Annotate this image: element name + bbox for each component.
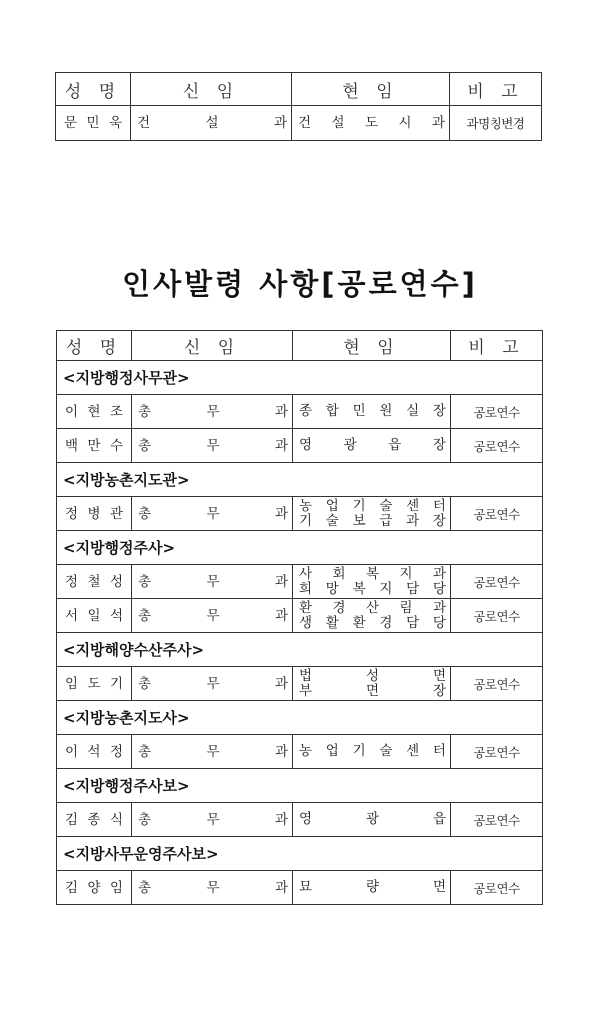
section-label: <지방행정사무관>	[57, 361, 543, 395]
retirement-appointment-table	[56, 330, 543, 905]
person-name-cell: 정 철 성	[57, 565, 132, 599]
section-header-row	[57, 361, 543, 395]
table-row	[56, 106, 542, 141]
section-header-row	[57, 769, 543, 803]
current-position-cell: 종 합 민 원 실 장	[293, 395, 451, 429]
table-row	[57, 497, 543, 531]
current-position-cell: 건 설 도 시 과	[292, 106, 450, 141]
section-header-row	[57, 531, 543, 565]
table-row	[57, 667, 543, 701]
header-name: 성 명	[56, 73, 131, 106]
table-row	[57, 565, 543, 599]
current-position-cell: 법 성 면 부 면 장	[293, 667, 451, 701]
note-cell: 과명칭변경	[450, 106, 542, 141]
current-position-cell: 환 경 산 림 과 생 활 환 경 담 당	[293, 599, 451, 633]
new-position-cell: 총 무 과	[132, 429, 293, 463]
header-new-position: 신 임	[132, 331, 293, 361]
person-name-cell: 백 만 수	[57, 429, 132, 463]
table-row	[57, 429, 543, 463]
current-position-cell: 사 회 복 지 과 희 망 복 지 담 당	[293, 565, 451, 599]
table-row	[57, 871, 543, 905]
page-title: 인사발령 사항[공로연수]	[122, 267, 478, 301]
note-cell: 공로연수	[451, 429, 543, 463]
person-name-cell: 이 현 조	[57, 395, 132, 429]
section-label: <지방해양수산주사>	[57, 633, 543, 667]
section-header-row	[57, 463, 543, 497]
new-position-cell: 총 무 과	[132, 599, 293, 633]
person-name-cell: 이 석 정	[57, 735, 132, 769]
section-label: <지방농촌지도사>	[57, 701, 543, 735]
top-table-header-row	[56, 73, 542, 106]
person-name-cell: 임 도 기	[57, 667, 132, 701]
table-row	[57, 735, 543, 769]
header-new-position: 신 임	[131, 73, 292, 106]
new-position-cell: 총 무 과	[132, 395, 293, 429]
section-header-row	[57, 633, 543, 667]
current-position-cell: 농 업 기 술 센 터	[293, 735, 451, 769]
section-header-row	[57, 837, 543, 871]
table-row	[57, 395, 543, 429]
person-name-cell: 서 일 석	[57, 599, 132, 633]
section-label: <지방행정주사보>	[57, 769, 543, 803]
top-appointment-table	[55, 72, 542, 141]
person-name-cell: 김 양 임	[57, 871, 132, 905]
note-cell: 공로연수	[451, 599, 543, 633]
note-cell: 공로연수	[451, 803, 543, 837]
current-position-cell: 농 업 기 술 센 터 기 술 보 급 과 장	[293, 497, 451, 531]
header-current-position: 현 임	[293, 331, 451, 361]
table-row	[57, 803, 543, 837]
new-position-cell: 총 무 과	[132, 803, 293, 837]
section-label: <지방사무운영주사보>	[57, 837, 543, 871]
note-cell: 공로연수	[451, 497, 543, 531]
header-note: 비 고	[451, 331, 543, 361]
new-position-cell: 건 설 과	[131, 106, 292, 141]
new-position-cell: 총 무 과	[132, 497, 293, 531]
header-note: 비 고	[450, 73, 542, 106]
person-name-cell: 정 병 관	[57, 497, 132, 531]
new-position-cell: 총 무 과	[132, 565, 293, 599]
person-name-cell: 문 민 욱	[56, 106, 131, 141]
new-position-cell: 총 무 과	[132, 735, 293, 769]
header-name: 성 명	[57, 331, 132, 361]
new-position-cell: 총 무 과	[132, 667, 293, 701]
section-header-row	[57, 701, 543, 735]
note-cell: 공로연수	[451, 871, 543, 905]
person-name-cell: 김 종 식	[57, 803, 132, 837]
note-cell: 공로연수	[451, 395, 543, 429]
note-cell: 공로연수	[451, 565, 543, 599]
note-cell: 공로연수	[451, 735, 543, 769]
current-position-cell: 영 광 읍 장	[293, 429, 451, 463]
main-table-header-row	[57, 331, 543, 361]
note-cell: 공로연수	[451, 667, 543, 701]
table-row	[57, 599, 543, 633]
current-position-cell: 묘 량 면	[293, 871, 451, 905]
section-label: <지방행정주사>	[57, 531, 543, 565]
header-current-position: 현 임	[292, 73, 450, 106]
new-position-cell: 총 무 과	[132, 871, 293, 905]
current-position-cell: 영 광 읍	[293, 803, 451, 837]
section-label: <지방농촌지도관>	[57, 463, 543, 497]
